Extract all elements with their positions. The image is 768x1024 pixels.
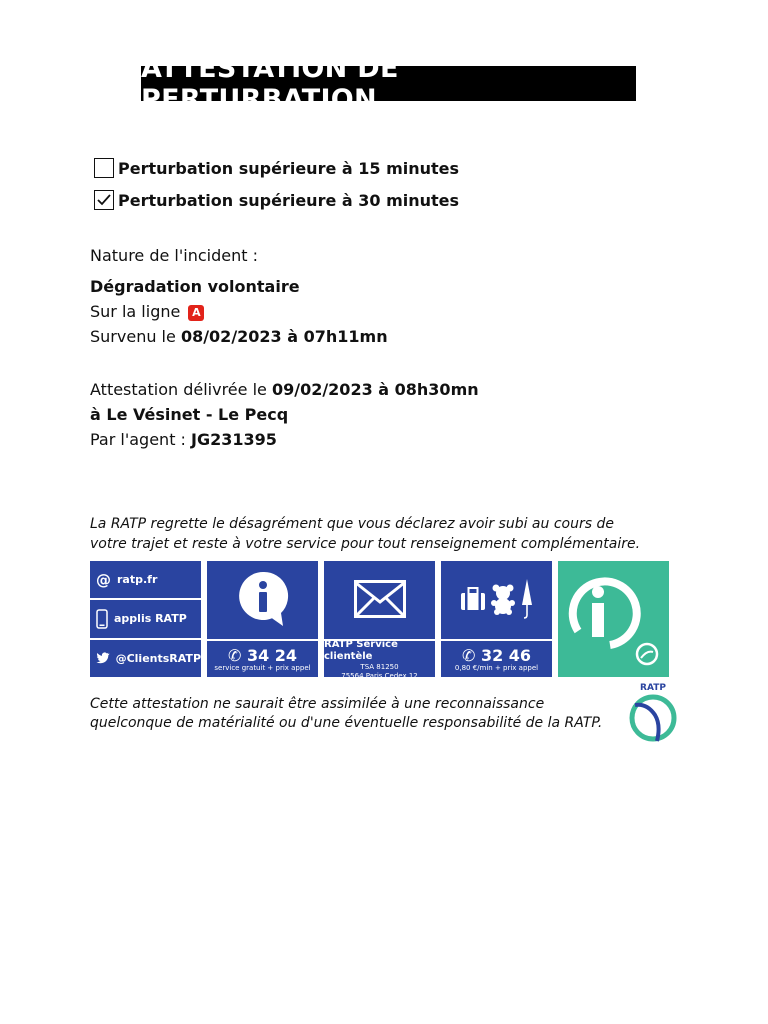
option-30-label: Perturbation supérieure à 30 minutes [118, 190, 460, 210]
disclaimer [90, 695, 602, 733]
mail-line-1: TSA 81250 [360, 663, 399, 671]
checkbox-empty-icon [94, 158, 114, 178]
agent-row [90, 430, 277, 449]
phone-info-tile [207, 561, 318, 677]
delivered-label: Attestation délivrée le [90, 380, 267, 399]
agent-label: Par l'agent : [90, 430, 186, 449]
ratp-logo-icon [629, 693, 677, 743]
regret-message [90, 514, 640, 554]
twitter-icon [96, 651, 110, 665]
apps-item [90, 600, 201, 637]
delivered-value: 09/02/2023 à 08h30mn [271, 380, 479, 399]
teddy-bear-icon [490, 583, 516, 615]
online-contacts [90, 561, 201, 677]
website-item [90, 561, 201, 598]
twitter-label: @ClientsRATP [115, 651, 201, 665]
phone-icon: ✆ [461, 646, 476, 665]
regret-line-2: votre trajet et reste à votre service pour tout renseignement complémentaire. [90, 536, 641, 552]
suitcase-icon [460, 586, 486, 612]
phone-3246-row [462, 647, 531, 664]
date-row [90, 327, 388, 346]
document-title: ATTESTATION DE PERTURBATION [141, 66, 636, 101]
mail-tile [324, 561, 435, 680]
umbrella-icon [520, 579, 534, 619]
ratp-logo-text: RATP [640, 683, 666, 693]
ratp-logo [628, 683, 678, 745]
option-15-label: Perturbation supérieure à 15 minutes [118, 158, 460, 178]
agent-value: JG231395 [191, 430, 277, 449]
information-icon [558, 561, 669, 677]
disclaimer-line-2: quelconque de matérialité ou d'une éventuelle responsabilité de la RATP. [90, 715, 603, 731]
line-a-badge: A [188, 305, 204, 321]
regret-line-1: La RATP regrette le désagrément que vous déclarez avoir subi au cours de [90, 516, 614, 532]
date-label: Survenu le [90, 327, 176, 346]
apps-label: applis RATP [114, 612, 187, 626]
delivered-row [90, 380, 479, 399]
date-value: 08/02/2023 à 07h11mn [180, 327, 388, 346]
info-tile [558, 561, 669, 677]
line-label: Sur la ligne [90, 302, 181, 321]
line-row [90, 302, 204, 321]
envelope-icon [354, 580, 406, 618]
website-label: ratp.fr [117, 573, 158, 587]
phone-3246: 32 46 [480, 646, 532, 665]
lost-found-tile [441, 561, 552, 677]
mail-title: RATP Service clientèle [324, 639, 398, 662]
at-icon: @ [96, 570, 111, 589]
phone-3246-note: 0,80 €/min + prix appel [454, 664, 539, 672]
option-15-minutes [94, 158, 459, 178]
twitter-item [90, 640, 201, 677]
smartphone-icon [96, 609, 108, 629]
phone-3424-note: service gratuit + prix appel [214, 664, 311, 672]
place: à Le Vésinet - Le Pecq [90, 405, 289, 424]
phone-3424-row [228, 647, 297, 664]
contact-tiles [90, 561, 669, 680]
nature-label: Nature de l'incident : [90, 246, 258, 265]
info-bubble-icon [237, 570, 289, 628]
phone-icon: ✆ [227, 646, 242, 665]
mail-line-2: 75564 Paris Cedex 12 [341, 672, 418, 680]
phone-3424: 34 24 [246, 646, 298, 665]
option-30-minutes [94, 190, 459, 210]
nature-value: Dégradation volontaire [90, 277, 300, 296]
checkbox-checked-icon [94, 190, 114, 210]
disclaimer-line-1: Cette attestation ne saurait être assimilée à une reconnaissance [90, 696, 545, 712]
